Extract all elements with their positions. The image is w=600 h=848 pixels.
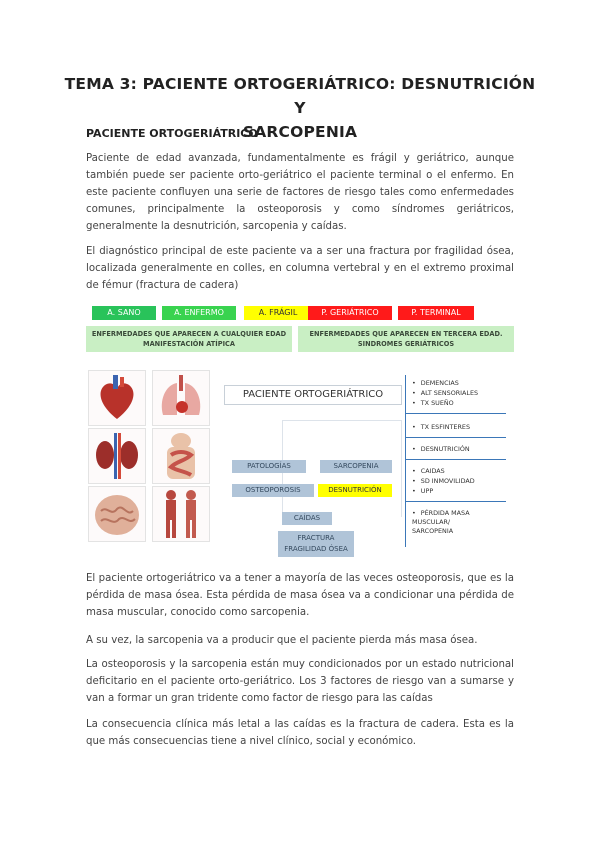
title-line-2: SARCOPENIA bbox=[242, 123, 358, 141]
paragraph-6: La consecuencia clínica más letal a las caídas es la fractura de cadera. Esta es la que más consecuencias tiene a nivel clínico, social y económico. bbox=[86, 719, 514, 747]
list-item: • CAIDAS bbox=[412, 467, 445, 476]
paragraph-4: A su vez, la sarcopenia va a producir que el paciente pierda más masa ósea. bbox=[86, 635, 478, 646]
band-any-age: ENFERMEDADES QUE APARECEN A CUALQUIER EDAD MANIFESTACIÓN ATÍPICA bbox=[86, 326, 292, 352]
tag-enfermo: A. ENFERMO bbox=[162, 306, 236, 320]
list-item: • TX ESFINTERES bbox=[412, 423, 470, 432]
brain-icon bbox=[88, 486, 146, 542]
list-divider bbox=[406, 459, 506, 460]
chip-patologias: PATOLOGÍAS bbox=[232, 460, 306, 473]
list-item: • DEMENCIAS bbox=[412, 379, 459, 388]
paragraph-3: El paciente ortogeriátrico va a tener a mayoría de las veces osteoporosis, que es la pérdida de masa ósea. Esta pérdida de masa ósea va a condicionar una pérdida de masa muscular, conocido como sarcopenia. bbox=[86, 573, 514, 618]
list-item: • DESNUTRICIÓN bbox=[412, 445, 470, 454]
tag-fragil: A. FRÁGIL bbox=[244, 306, 312, 320]
list-divider bbox=[406, 437, 506, 438]
list-item: • SD INMOVILIDAD bbox=[412, 477, 475, 486]
chip-fractura-line-2: FRAGILIDAD ÓSEA bbox=[284, 545, 348, 553]
tag-geriatrico: P. GERIÁTRICO bbox=[308, 306, 392, 320]
list-item: • PÉRDIDA MASA MUSCULAR/ SARCOPENIA bbox=[412, 509, 492, 536]
paragraph-1: Paciente de edad avanzada, fundamentalmente es frágil y geriátrico, aunque también puede ser paciente orto-geriátrico el paciente terminal o el enfermo. En este paciente confluyen una serie de factores de riesgo tales como enfermedades comunes, principalmente la osteoporosis y como síndromes geriátricos, generalmente la desnutrición, sarcopenia y caídas. bbox=[86, 153, 514, 232]
muscular-system-icon bbox=[152, 486, 210, 542]
list-divider bbox=[406, 413, 506, 414]
geriatric-syndromes-list bbox=[405, 375, 506, 547]
list-item: • UPP bbox=[412, 487, 433, 496]
chip-caidas: CAÍDAS bbox=[282, 512, 332, 525]
section-heading: PACIENTE ORTOGERIÁTRICO bbox=[86, 127, 258, 140]
chip-sarcopenia: SARCOPENIA bbox=[320, 460, 392, 473]
chip-fractura bbox=[278, 531, 354, 557]
paragraph-5: La osteoporosis y la sarcopenia están muy condicionados por un estado nutricional deficitario en el paciente orto-geriátrico. Los 3 factores de riesgo van a sumarse y van a formar un gran tridente como factor de riesgo para las caídas bbox=[86, 659, 514, 704]
title-line-1: TEMA 3: PACIENTE ORTOGERIÁTRICO: DESNUTRICIÓN Y bbox=[64, 75, 536, 117]
ortogeriatric-figure bbox=[86, 302, 514, 564]
lungs-icon bbox=[152, 370, 210, 426]
list-item: • ALT SENSORIALES bbox=[412, 389, 478, 398]
list-item: • TX SUEÑO bbox=[412, 399, 454, 408]
paragraph-2: El diagnóstico principal de este paciente va a ser una fractura por fragilidad ósea, localizada generalmente en colles, en columna vertebral y en el extremo proximal de fémur (fractura de cadera) bbox=[86, 246, 514, 291]
chip-osteoporosis: OSTEOPOROSIS bbox=[232, 484, 314, 497]
heart-icon bbox=[88, 370, 146, 426]
list-divider bbox=[406, 501, 506, 502]
main-concept-box: PACIENTE ORTOGERIÁTRICO bbox=[224, 385, 402, 405]
digestive-system-icon bbox=[152, 428, 210, 484]
chip-fractura-line-1: FRACTURA bbox=[297, 534, 335, 542]
tag-terminal: P. TERMINAL bbox=[398, 306, 474, 320]
chip-desnutricion: DESNUTRICIÓN bbox=[318, 484, 392, 497]
band-third-age: ENFERMEDADES QUE APARECEN EN TERCERA EDAD. SINDROMES GERIÁTRICOS bbox=[298, 326, 514, 352]
kidneys-icon bbox=[88, 428, 146, 484]
tag-sano: A. SANO bbox=[92, 306, 156, 320]
